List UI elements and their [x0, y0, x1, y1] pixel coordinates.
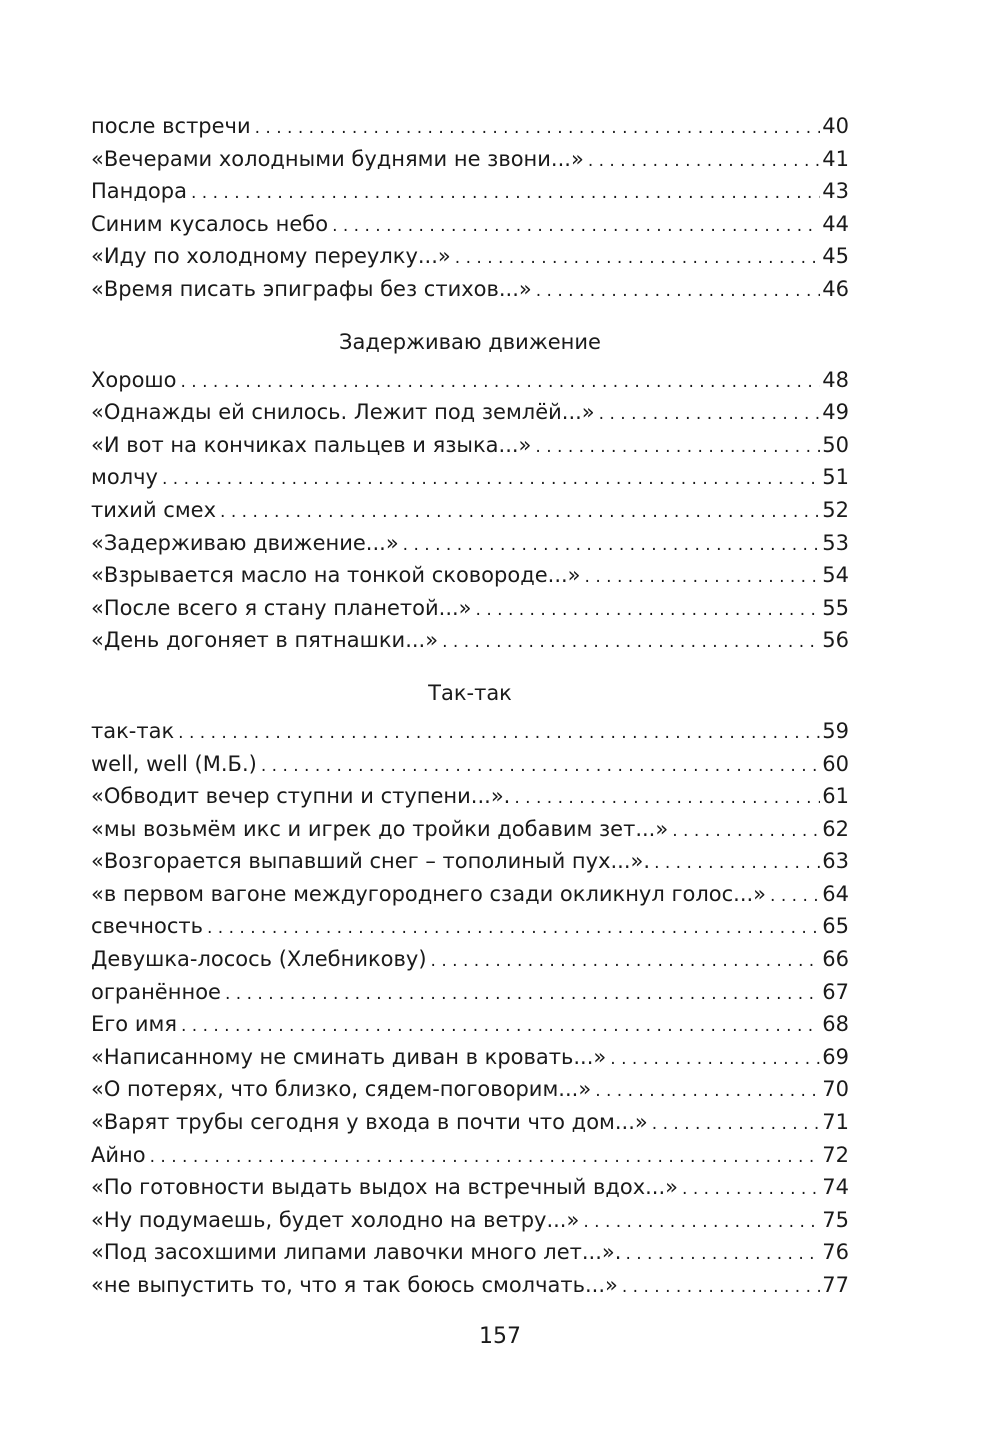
- toc-entry[interactable]: [91, 624, 849, 657]
- toc-section: [91, 328, 849, 657]
- dot-leader: [652, 1108, 821, 1141]
- page-number: 157: [479, 1324, 521, 1349]
- toc-entry-title: Синим кусалось небо: [91, 211, 329, 236]
- toc-entry-title: огранённое: [91, 979, 221, 1004]
- toc-entry[interactable]: [91, 364, 849, 397]
- dot-leader: [622, 1271, 820, 1304]
- toc-entry-title: Пандора: [91, 179, 187, 204]
- toc-entry-title: «в первом вагоне междугороднего сзади окликнул голос...»: [91, 881, 767, 906]
- toc-entry-title: «Время писать эпиграфы без стихов...»: [91, 276, 532, 301]
- toc-entry-page: 56: [822, 628, 849, 653]
- toc-entry[interactable]: [91, 208, 849, 241]
- toc-entry[interactable]: [91, 813, 849, 846]
- toc-entry-page: 53: [822, 530, 849, 555]
- dot-leader: [181, 1010, 820, 1043]
- dot-leader: [207, 912, 820, 945]
- toc-entry[interactable]: [91, 1139, 849, 1172]
- dot-leader: [191, 177, 820, 210]
- toc-entry-title: «мы возьмём икс и игрек до тройки добавим зет...»: [91, 816, 669, 841]
- toc-entry[interactable]: [91, 1204, 849, 1237]
- toc-entry[interactable]: [91, 910, 849, 943]
- toc-entry-title: «Варят трубы сегодня у входа в почти что дом...»: [91, 1110, 648, 1135]
- toc-entry[interactable]: [91, 976, 849, 1009]
- toc-entry-title: «И вот на кончиках пальцев и языка...»: [91, 432, 532, 457]
- toc-entry-page: 52: [822, 497, 849, 522]
- toc-entry-title: «Ну подумаешь, будет холодно на ветру...»: [91, 1207, 580, 1232]
- toc-entry-page: 55: [822, 595, 849, 620]
- section-heading: Задерживаю движение: [339, 329, 601, 354]
- toc-entry-page: 59: [822, 718, 849, 743]
- toc-entry-title: «Возгорается выпавший снег – тополиный пух...».: [91, 849, 651, 874]
- toc-section: [91, 110, 849, 306]
- toc-entry-title: свечность: [91, 914, 203, 939]
- toc-entry-title: тихий смех: [91, 497, 217, 522]
- dot-leader: [225, 978, 820, 1011]
- dot-leader: [583, 1206, 820, 1239]
- dot-leader: [476, 594, 821, 627]
- toc-entry[interactable]: [91, 748, 849, 781]
- toc-entry-page: 46: [822, 276, 849, 301]
- toc-entry-title: «Взрывается масло на тонкой сковороде...»: [91, 563, 581, 588]
- dot-leader: [599, 398, 821, 431]
- toc-entry[interactable]: [91, 559, 849, 592]
- toc-entry-title: так-так: [91, 718, 175, 743]
- toc-entry-title: «День догоняет в пятнашки...»: [91, 628, 439, 653]
- toc-entry-title: «После всего я стану планетой...»: [91, 595, 472, 620]
- toc-entry-page: 45: [822, 244, 849, 269]
- toc-entry-page: 66: [822, 947, 849, 972]
- toc-entry[interactable]: [91, 715, 849, 748]
- toc-entry-title: «Обводит вечер ступни и ступени...».: [91, 784, 511, 809]
- toc-entry-title: «По готовности выдать выдох на встречный вдох...»: [91, 1175, 679, 1200]
- dot-leader: [682, 1173, 820, 1206]
- toc-entry[interactable]: [91, 878, 849, 911]
- toc-entry-title: Его имя: [91, 1012, 177, 1037]
- toc-entry[interactable]: [91, 110, 849, 143]
- dot-leader: [150, 1141, 821, 1174]
- toc-entry[interactable]: [91, 592, 849, 625]
- toc-entry-title: «Под засохшими липами лавочки много лет...».: [91, 1240, 622, 1265]
- toc-entry[interactable]: [91, 1008, 849, 1041]
- toc-entry-title: молчу: [91, 465, 158, 490]
- toc-entry-title: Девушка-лосось (Хлебникову): [91, 947, 427, 972]
- toc-entry-page: 48: [822, 367, 849, 392]
- toc-entry-page: 75: [822, 1207, 849, 1232]
- toc-entry[interactable]: [91, 494, 849, 527]
- toc-entry-title: «не выпустить то, что я так боюсь смолчать...»: [91, 1273, 618, 1297]
- toc-entry-page: 68: [822, 1012, 849, 1037]
- dot-leader: [255, 112, 821, 145]
- toc-entry-title: «Вечерами холодными буднями не звони...»: [91, 146, 584, 171]
- dot-leader: [261, 750, 820, 783]
- toc-entry-page: 65: [822, 914, 849, 939]
- dot-leader: [535, 431, 820, 464]
- dot-leader: [536, 275, 821, 308]
- toc-entry-page: 76: [822, 1240, 849, 1265]
- dot-leader: [514, 782, 820, 815]
- toc-entry-page: 44: [822, 211, 849, 236]
- toc-entry[interactable]: [91, 780, 849, 813]
- toc-entry[interactable]: [91, 1236, 849, 1269]
- toc-entry-title: после встречи: [91, 114, 251, 138]
- dot-leader: [672, 815, 820, 848]
- toc-entry-title: well, well (М.Б.): [91, 751, 257, 776]
- toc-entry[interactable]: [91, 1106, 849, 1139]
- dot-leader: [770, 880, 820, 913]
- toc-entry[interactable]: [91, 943, 849, 976]
- toc-entry[interactable]: [91, 1269, 849, 1302]
- dot-leader: [455, 242, 821, 275]
- toc-entry-title: Айно: [91, 1142, 146, 1167]
- toc-entry-page: 64: [822, 881, 849, 906]
- dot-leader: [332, 210, 820, 243]
- dot-leader: [610, 1043, 820, 1076]
- toc-entry[interactable]: [91, 845, 849, 878]
- toc-entry-title: «Однажды ей снилось. Лежит под землёй...»: [91, 400, 595, 425]
- toc-entry-page: 72: [822, 1142, 849, 1167]
- toc-section: [91, 679, 849, 1302]
- toc-entry-page: 62: [822, 816, 849, 841]
- toc-entry[interactable]: [91, 1073, 849, 1106]
- toc-entry[interactable]: [91, 1171, 849, 1204]
- toc-entry-page: 61: [822, 784, 849, 809]
- toc-entry-page: 74: [822, 1175, 849, 1200]
- toc-entry-page: 70: [822, 1077, 849, 1102]
- toc-entry[interactable]: [91, 240, 849, 273]
- toc-entry-page: 54: [822, 563, 849, 588]
- dot-leader: [178, 717, 820, 750]
- toc-entry-page: 41: [822, 146, 849, 171]
- dot-leader: [588, 145, 820, 178]
- toc-entry-title: «Написанному не сминать диван в кровать...»: [91, 1044, 607, 1069]
- toc-entry-page: 50: [822, 432, 849, 457]
- dot-leader: [654, 847, 820, 880]
- section-heading: Так-так: [428, 680, 512, 705]
- toc-entry-title: «Иду по холодному переулку...»: [91, 244, 451, 269]
- toc-entry-page: 67: [822, 979, 849, 1004]
- toc-entry-page: 60: [822, 751, 849, 776]
- toc-entry-page: 69: [822, 1044, 849, 1069]
- dot-leader: [431, 945, 821, 978]
- dot-leader: [220, 496, 820, 529]
- toc-entry-title: «Задерживаю движение...»: [91, 530, 399, 555]
- toc-entry[interactable]: [91, 527, 849, 560]
- toc-entry[interactable]: [91, 396, 849, 429]
- dot-leader: [625, 1238, 820, 1271]
- dot-leader: [180, 366, 820, 399]
- toc-entry-page: 71: [822, 1110, 849, 1135]
- toc-entry[interactable]: [91, 429, 849, 462]
- dot-leader: [595, 1075, 820, 1108]
- toc-entry-title: «О потерях, что близко, сядем-поговорим...»: [91, 1077, 592, 1102]
- toc-entry[interactable]: [91, 175, 849, 208]
- toc-entry-page: 43: [822, 179, 849, 204]
- toc-entry-page: 63: [822, 849, 849, 874]
- toc-entry[interactable]: [91, 461, 849, 494]
- table-of-contents: [91, 110, 849, 1302]
- toc-entry-page: 51: [822, 465, 849, 490]
- toc-entry-page: 77: [822, 1273, 849, 1297]
- toc-entry[interactable]: [91, 1041, 849, 1074]
- toc-entry[interactable]: [91, 273, 849, 306]
- toc-entry-page: 49: [822, 400, 849, 425]
- dot-leader: [162, 463, 820, 496]
- dot-leader: [403, 529, 821, 562]
- toc-entry-title: Хорошо: [91, 367, 177, 392]
- toc-entry-page: 40: [822, 114, 849, 138]
- dot-leader: [442, 626, 820, 659]
- dot-leader: [585, 561, 821, 594]
- toc-entry[interactable]: [91, 143, 849, 176]
